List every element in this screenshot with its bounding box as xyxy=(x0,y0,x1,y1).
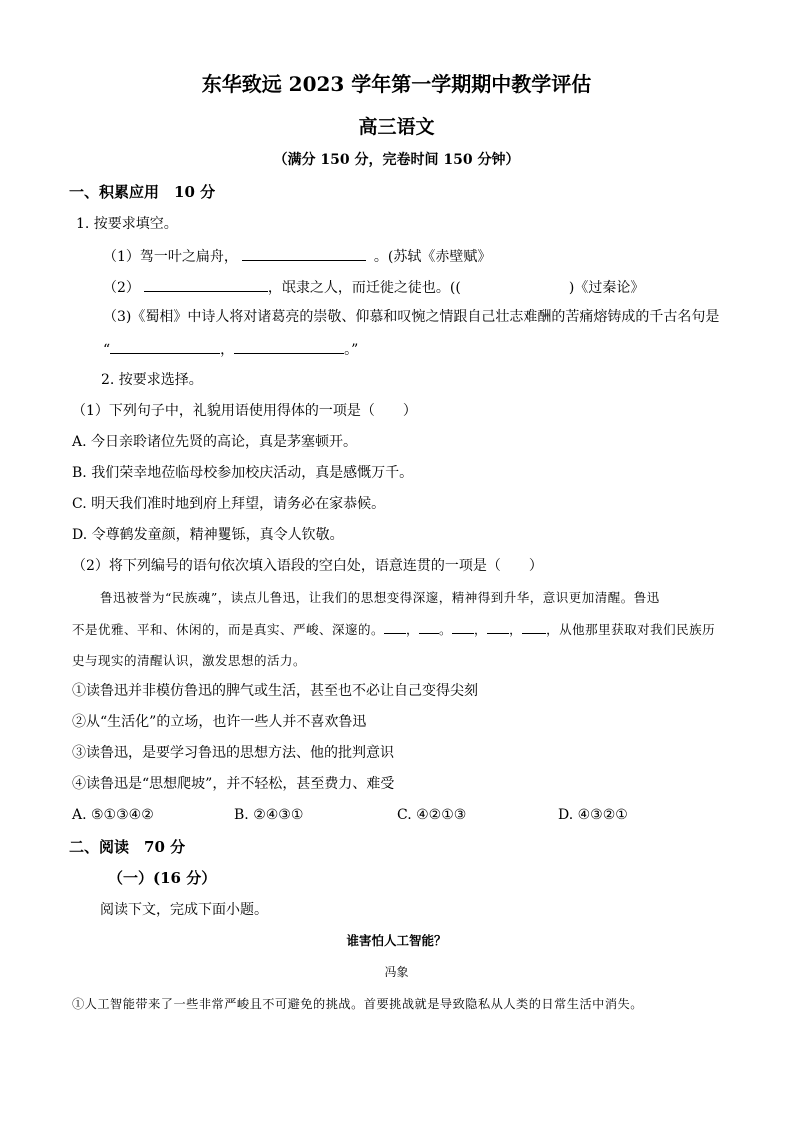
passage-blank3[interactable] xyxy=(452,621,474,634)
q2-prompt: 2. 按要求选择。 xyxy=(101,372,203,388)
passage-sep2: 。 xyxy=(439,622,453,637)
q1-item3-line2 xyxy=(103,339,358,359)
q1-item3-blank1[interactable] xyxy=(110,339,220,354)
passage-sep1: ， xyxy=(406,622,420,637)
q1-item3-mid: ， xyxy=(220,342,235,358)
article-para1: ①人工智能带来了一些非常严峻且不可避免的挑战。首要挑战就是导致隐私从人类的日常生活中消失。 xyxy=(72,997,643,1011)
passage-line1: 鲁迅被誉为“民族魂”，读点儿鲁迅，让我们的思想变得深邃，精神得到升华，意识更加清醒。鲁迅 xyxy=(100,590,660,605)
sentence-3: ③读鲁迅，是要学习鲁迅的思想方法、他的批判意识 xyxy=(72,745,394,761)
q2-sub2-option-b[interactable]: B. ②④③① xyxy=(234,807,304,823)
passage-sep3: ， xyxy=(474,622,488,637)
section1-heading: 一、积累应用 10 分 xyxy=(69,183,216,201)
sentence-2: ②从“生活化”的立场，也许一些人并不喜欢鲁迅 xyxy=(72,714,367,730)
section2-instruction: 阅读下文，完成下面小题。 xyxy=(100,902,268,918)
section2-heading: 二、阅读 70 分 xyxy=(69,838,186,856)
q1-item3-close: 。” xyxy=(344,342,359,358)
q2-sub2-option-c[interactable]: C. ④②①③ xyxy=(397,807,467,823)
sentence-4: ④读鲁迅是“思想爬坡”，并不轻松，甚至费力、难受 xyxy=(72,776,395,792)
q1-item3-blank2[interactable] xyxy=(234,339,344,354)
passage-line2 xyxy=(72,621,715,639)
passage-sep4: ， xyxy=(509,622,523,637)
exam-title: 东华致远 2023 学年第一学期期中教学评估 xyxy=(201,72,592,96)
q1-item2-blank[interactable] xyxy=(144,277,268,292)
article-author: 冯象 xyxy=(384,965,409,979)
q2-sub2-option-a[interactable]: A. ⑤①③④② xyxy=(72,807,154,823)
q2-sub1-option-c[interactable]: C. 明天我们准时地到府上拜望，请务必在家恭候。 xyxy=(72,496,386,512)
q1-item3-line1: （3)《蜀相》中诗人将对诸葛亮的崇敬、仰慕和叹惋之情跟自己壮志难酬的苦痛熔铸成的千古名句是 xyxy=(103,309,720,325)
q1-item2-text-b: ，氓隶之人，而迁徙之徒也。(( xyxy=(267,280,461,296)
q2-sub1: （1）下列句子中，礼貌用语使用得体的一项是（ ） xyxy=(72,403,417,419)
q2-sub2-option-d[interactable]: D. ④③②① xyxy=(558,807,628,823)
passage-blank5[interactable] xyxy=(522,621,546,634)
q2-sub1-option-a[interactable]: A. 今日亲聆诸位先贤的高论，真是茅塞顿开。 xyxy=(72,434,358,450)
q2-sub1-option-b[interactable]: B. 我们荣幸地莅临母校参加校庆活动，真是感慨万千。 xyxy=(72,465,414,481)
q1-item2-text-a: （2） xyxy=(103,280,140,296)
q1-item1-blank[interactable] xyxy=(242,246,366,261)
passage-line2-a: 不是优雅、平和、休闲的，而是真实、严峻、深邃的。 xyxy=(72,622,385,637)
q1-item1 xyxy=(103,246,491,266)
q2-sub1-option-d[interactable]: D. 令尊鹤发童颜，精神矍铄，真令人钦敬。 xyxy=(72,527,344,543)
passage-blank4[interactable] xyxy=(487,621,509,634)
passage-line3: 史与现实的清醒认识，激发思想的活力。 xyxy=(72,653,307,668)
q2-sub2: （2）将下列编号的语句依次填入语段的空白处，语意连贯的一项是（ ） xyxy=(72,558,543,574)
q1-item1-text-b: 。(苏轼《赤壁赋》 xyxy=(373,249,492,265)
exam-subject: 高三语文 xyxy=(358,116,435,138)
passage-line2-b: ，从他那里获取对我们民族历 xyxy=(546,622,716,637)
sentence-1: ①读鲁迅并非模仿鲁迅的脾气或生活，甚至也不必让自己变得尖刻 xyxy=(72,683,478,699)
article-title: 谁害怕人工智能？ xyxy=(346,933,447,948)
q1-item2 xyxy=(103,277,644,297)
section2-part1: （一）(16 分） xyxy=(108,869,217,887)
q1-prompt: 1. 按要求填空。 xyxy=(76,216,178,232)
q1-item2-text-c: )《过秦论》 xyxy=(568,280,645,296)
q1-item3-open: “ xyxy=(103,342,111,358)
passage-blank1[interactable] xyxy=(384,621,406,634)
passage-blank2[interactable] xyxy=(419,621,439,634)
exam-note: （满分 150 分，完卷时间 150 分钟） xyxy=(273,152,520,168)
q1-item1-text-a: （1）驾一叶之扁舟， xyxy=(103,249,238,265)
